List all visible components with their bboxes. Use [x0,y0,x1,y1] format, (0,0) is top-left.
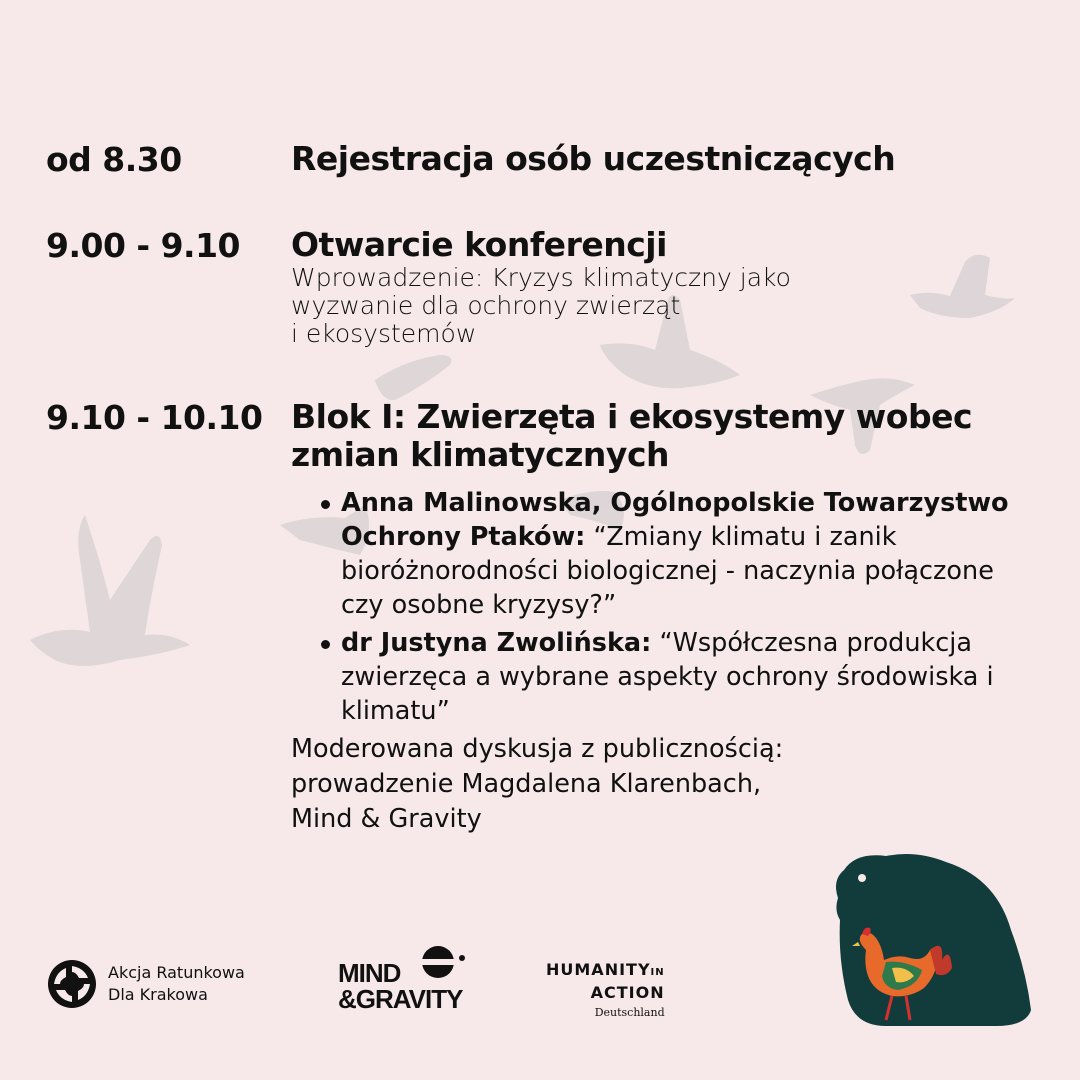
talk-speaker: Anna Malinowska, Ogólnopolskie Towarzystwo Ochrony Ptaków: [341,488,1009,552]
session-subtitle [291,264,1021,348]
bird-illustration [375,355,451,400]
mind-text: MIND [338,958,401,988]
talk-topic: “Zmiany klimatu i zanik bioróżnorodności biologicznej - naczynia połączone czy osobne kryzysy?” [341,522,994,620]
arkk-line: Akcja Ratunkowa [108,963,245,982]
title-line: zmian klimatycznych [291,435,669,474]
time-label: 9.00 - 9.10 [46,226,241,265]
talk-topic: “Współczesna produkcja zwierzęca a wybrane aspekty ochrony środowiska i klimatu” [341,628,994,726]
hia-line-3: Deutschland [594,1006,665,1019]
talk-list [291,486,1021,728]
moderation-line: Moderowana dyskusja z publicznością: [291,734,784,764]
hia-humanity: HUMANITY [546,960,651,979]
arkk-logo [46,958,245,1010]
subtitle-line: wyzwanie dla ochrony zwierząt [291,291,681,320]
talk-item [341,486,1021,622]
hia-in: IN [650,967,665,978]
mind-gravity-mark [418,942,480,978]
time-label: 9.10 - 10.10 [46,398,263,437]
gravity-text: &GRAVITY [338,984,463,1014]
hia-line-1 [546,960,665,983]
row-content [291,140,1021,178]
mind-gravity-logo [338,942,462,1012]
moderation-line: Mind & Gravity [291,804,482,834]
subtitle-line: Wprowadzenie: Kryzys klimatyczny jako [291,263,791,292]
arkk-logo-icon [46,958,98,1010]
bird-illustration [30,515,190,666]
session-title: Otwarcie konferencji [291,225,667,264]
moderation-info [291,732,1021,837]
arkk-name [108,962,245,1006]
moderation-line: prowadzenie Magdalena Klarenbach, [291,769,762,799]
talk-item [341,626,1021,728]
row-content [291,398,1021,837]
time-label: od 8.30 [46,140,182,179]
session-title: Rejestracja osób uczestniczących [291,139,896,178]
hia-line-2: ACTION [590,983,665,1002]
row-content [291,226,1021,348]
arkk-line: Dla Krakowa [108,985,208,1004]
humanity-in-action-logo [546,960,665,1021]
talk-speaker: dr Justyna Zwolińska: [341,628,652,658]
session-title [291,398,1021,474]
subtitle-line: i ekosystemów [291,319,477,348]
bear-rooster-illustration [826,850,1036,1030]
title-line: Blok I: Zwierzęta i ekosystemy wobec [291,397,973,436]
